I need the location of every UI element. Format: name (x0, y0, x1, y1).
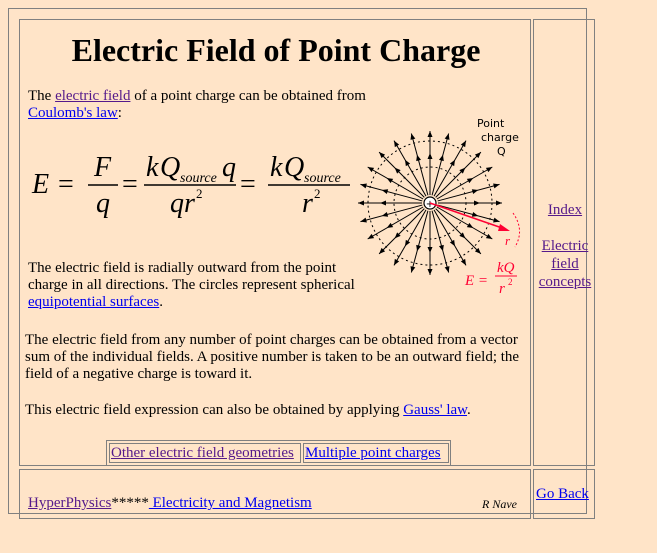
index-label[interactable]: Index (547, 202, 583, 218)
field-arrowhead (387, 178, 393, 183)
go-back-cell (533, 469, 595, 519)
gauss-text-after: . (467, 402, 471, 418)
footer-links (28, 495, 312, 512)
coulombs-law-link[interactable]: Coulomb's law (28, 105, 118, 121)
field-arrowhead (405, 160, 410, 166)
field-arrowhead (450, 160, 455, 166)
formula-q: q (96, 188, 110, 218)
formula-q-num: q (222, 152, 236, 183)
r-brace (513, 213, 520, 247)
field-arrowhead (474, 201, 480, 206)
intro-paragraph (28, 88, 368, 122)
field-arrowhead-outer (461, 259, 466, 265)
page-frame (8, 8, 592, 514)
radial-text-after: . (159, 294, 163, 310)
electricity-magnetism-link[interactable]: Electricity and Magnetism (148, 495, 312, 511)
field-arrowhead (428, 153, 433, 159)
electric-field-link[interactable]: electric field (55, 88, 131, 104)
field-arrowhead-outer (394, 141, 399, 147)
r2-exp: 2 (508, 277, 513, 287)
point-label-3: Q (497, 145, 506, 158)
gauss-text: This electric field expression can also be obtained by applying (25, 402, 404, 418)
field-formula (30, 148, 360, 218)
formula-r-2: r (302, 188, 313, 218)
sidebar (533, 19, 595, 466)
kQ-label: kQ (497, 260, 515, 276)
other-geometries-link[interactable] (109, 443, 301, 463)
hyperphysics-link[interactable]: HyperPhysics (28, 495, 112, 511)
formula-eq-2: = (122, 169, 138, 200)
formula-F: F (94, 152, 112, 183)
geometry-buttons (106, 440, 451, 466)
field-arrowhead-outer (358, 201, 364, 206)
gauss-paragraph (25, 402, 530, 419)
intro-text-middle: of a point charge can be obtained from (130, 88, 366, 104)
intro-text-before: The (28, 88, 56, 104)
E-label: E = (465, 273, 489, 289)
concepts-link[interactable] (534, 237, 596, 291)
charge-plus-sign: + (425, 199, 435, 210)
field-arrowhead-outer (394, 259, 399, 265)
radial-text: The electric field is radially outward from the point charge in all directions. The circles represent spherical (28, 260, 355, 293)
r-label: r (505, 233, 511, 248)
field-arrowhead (467, 178, 473, 183)
other-geometries-label[interactable]: Other electric field geometries (111, 445, 294, 461)
equipotential-link[interactable]: equipotential surfaces (28, 294, 160, 310)
r2-label: r (499, 281, 505, 297)
gauss-law-link[interactable]: Gauss' law (403, 402, 468, 418)
field-arrowhead-outer (486, 234, 492, 239)
field-arrowhead (405, 240, 410, 246)
formula-source-2: source (304, 171, 341, 186)
field-arrowhead-outer (486, 167, 492, 172)
point-label-2: charge (481, 131, 519, 144)
field-arrowhead-outer (368, 234, 374, 239)
field-arrowhead (380, 201, 386, 206)
multiple-charges-link[interactable] (303, 443, 449, 463)
formula-k-2: k (270, 152, 283, 183)
go-back-link[interactable]: Go Back (536, 486, 589, 502)
intro-text-after: : (117, 105, 122, 121)
point-charge-diagram (355, 105, 530, 300)
formula-exp-2: 2 (314, 186, 321, 201)
formula-Q-2: Q (284, 152, 305, 183)
footer (19, 469, 531, 519)
field-arrowhead (387, 223, 393, 228)
formula-source-1: source (180, 171, 217, 186)
field-arrowhead (467, 223, 473, 228)
formula-q-den: q (170, 188, 184, 218)
multiple-charges-label[interactable]: Multiple point charges (305, 445, 441, 461)
rating-stars: ***** (111, 495, 149, 511)
field-arrowhead-outer (461, 141, 466, 147)
author-credit: R Nave (482, 497, 517, 511)
formula-exp-1: 2 (196, 186, 203, 201)
formula-r-1: r (184, 188, 195, 218)
field-arrowhead-outer (496, 201, 502, 206)
radial-paragraph (28, 260, 358, 311)
point-label-1: Point (477, 117, 505, 130)
superposition-paragraph: The electric field from any number of point charges can be obtained from a vector sum of the individual fields. A positive number is taken to be an outward field; the field of a negative charge is toward it. (25, 332, 520, 382)
formula-Q-1: Q (160, 152, 181, 183)
index-link[interactable] (534, 201, 596, 219)
formula-k-1: k (146, 152, 159, 183)
field-arrowhead-outer (428, 269, 433, 275)
concepts-label[interactable]: Electric field concepts (538, 238, 592, 290)
field-arrowhead-outer (428, 131, 433, 137)
formula-eq-3: = (240, 169, 256, 200)
field-arrowhead (450, 240, 455, 246)
page-title: Electric Field of Point Charge (71, 32, 481, 68)
field-arrowhead-outer (368, 167, 374, 172)
formula-E: E (32, 169, 50, 200)
formula-eq-1: = (58, 169, 74, 200)
field-arrowhead (428, 247, 433, 253)
main-content (19, 19, 531, 466)
radius-arrowhead (498, 224, 510, 231)
